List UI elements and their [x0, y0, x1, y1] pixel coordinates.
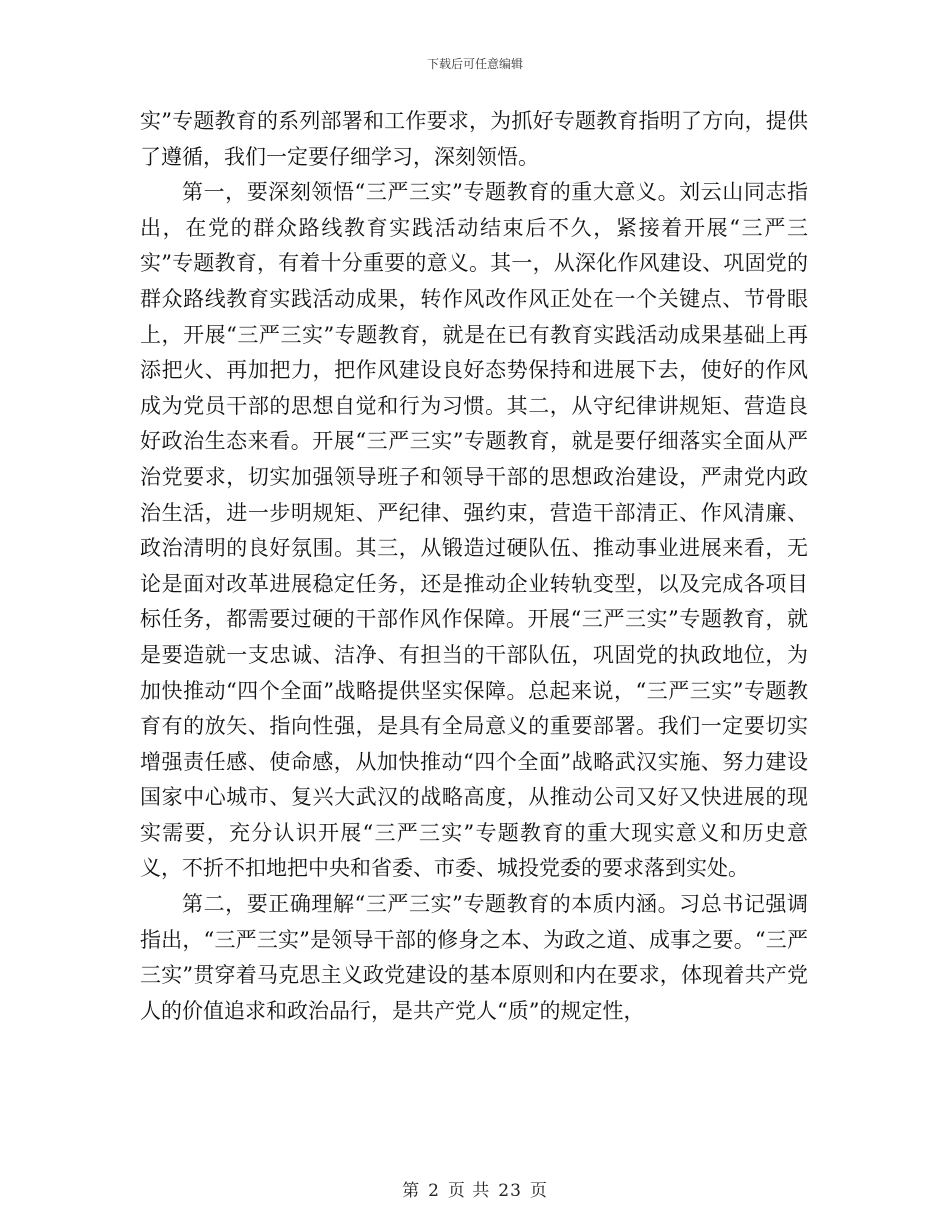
document-body — [140, 104, 808, 1029]
footer-label-of: 页 共 — [447, 1181, 491, 1201]
footer-label-end: 页 — [529, 1181, 548, 1201]
paragraph-second-point: 第二，要正确理解“三严三实”专题教育的本质内涵。习总书记强调指出，“三严三实”是领导干部的修身之本、为政之道、成事之要。“三严三实”贯穿着马克思主义政党建设的基本原则和内在要求，体现着共产党人的价值追求和政治品行，是共产党人“质”的规定性， — [140, 892, 808, 1023]
footer-total-pages: 23 — [498, 1181, 522, 1201]
footer-current-page: 2 — [428, 1181, 440, 1201]
page-header: 下载后可任意编辑 — [426, 57, 523, 71]
paragraph-first-point: 第一，要深刻领悟“三严三实”专题教育的重大意义。刘云山同志指出，在党的群众路线教育实践活动结束后不久，紧接着开展“三严三实”专题教育，有着十分重要的意义。其一，从深化作风建设、巩固党的群众路线教育实践活动成果，转作风改作风正处在一个关键点、节骨眼上，开展“三严三实”专题教育，就是在已有教育实践活动成果基础上再添把火、再加把力，把作风建设良好态势保持和进展下去，使好的作风成为党员干部的思想自觉和行为习惯。其二，从守纪律讲规矩、营造良好政治生态来看。开展“三严三实”专题教育，就是要仔细落实全面从严治党要求，切实加强领导班子和领导干部的思想政治建设，严肃党内政治生活，进一步明规矩、严纪律、强约束，营造干部清正、作风清廉、政治清明的良好氛围。其三，从锻造过硬队伍、推动事业进展来看，无论是面对改革进展稳定任务，还是推动企业转轨变型，以及完成各项目标任务，都需要过硬的干部作风作保障。开展“三严三实”专题教育，就是要造就一支忠诚、洁净、有担当的干部队伍，巩固党的执政地位，为加快推动“四个全面”战略提供坚实保障。总起来说，“三严三实”专题教育有的放矢、指向性强，是具有全局意义的重要部署。我们一定要切实增强责任感、使命感，从加快推动“四个全面”战略武汉实施、努力建设国家中心城市、复兴大武汉的战略高度，从推动公司又好又快进展的现实需要，充分认识开展“三严三实”专题教育的重大现实意义和历史意义，不折不扣地把中央和省委、市委、城投党委的要求落到实处。 — [140, 180, 808, 881]
paragraph-continuation: 实”专题教育的系列部署和工作要求，为抓好专题教育指明了方向，提供了遵循，我们一定要仔细学习，深刻领悟。 — [140, 109, 808, 169]
footer-label-page: 第 — [402, 1181, 421, 1201]
page-footer — [0, 1176, 950, 1201]
